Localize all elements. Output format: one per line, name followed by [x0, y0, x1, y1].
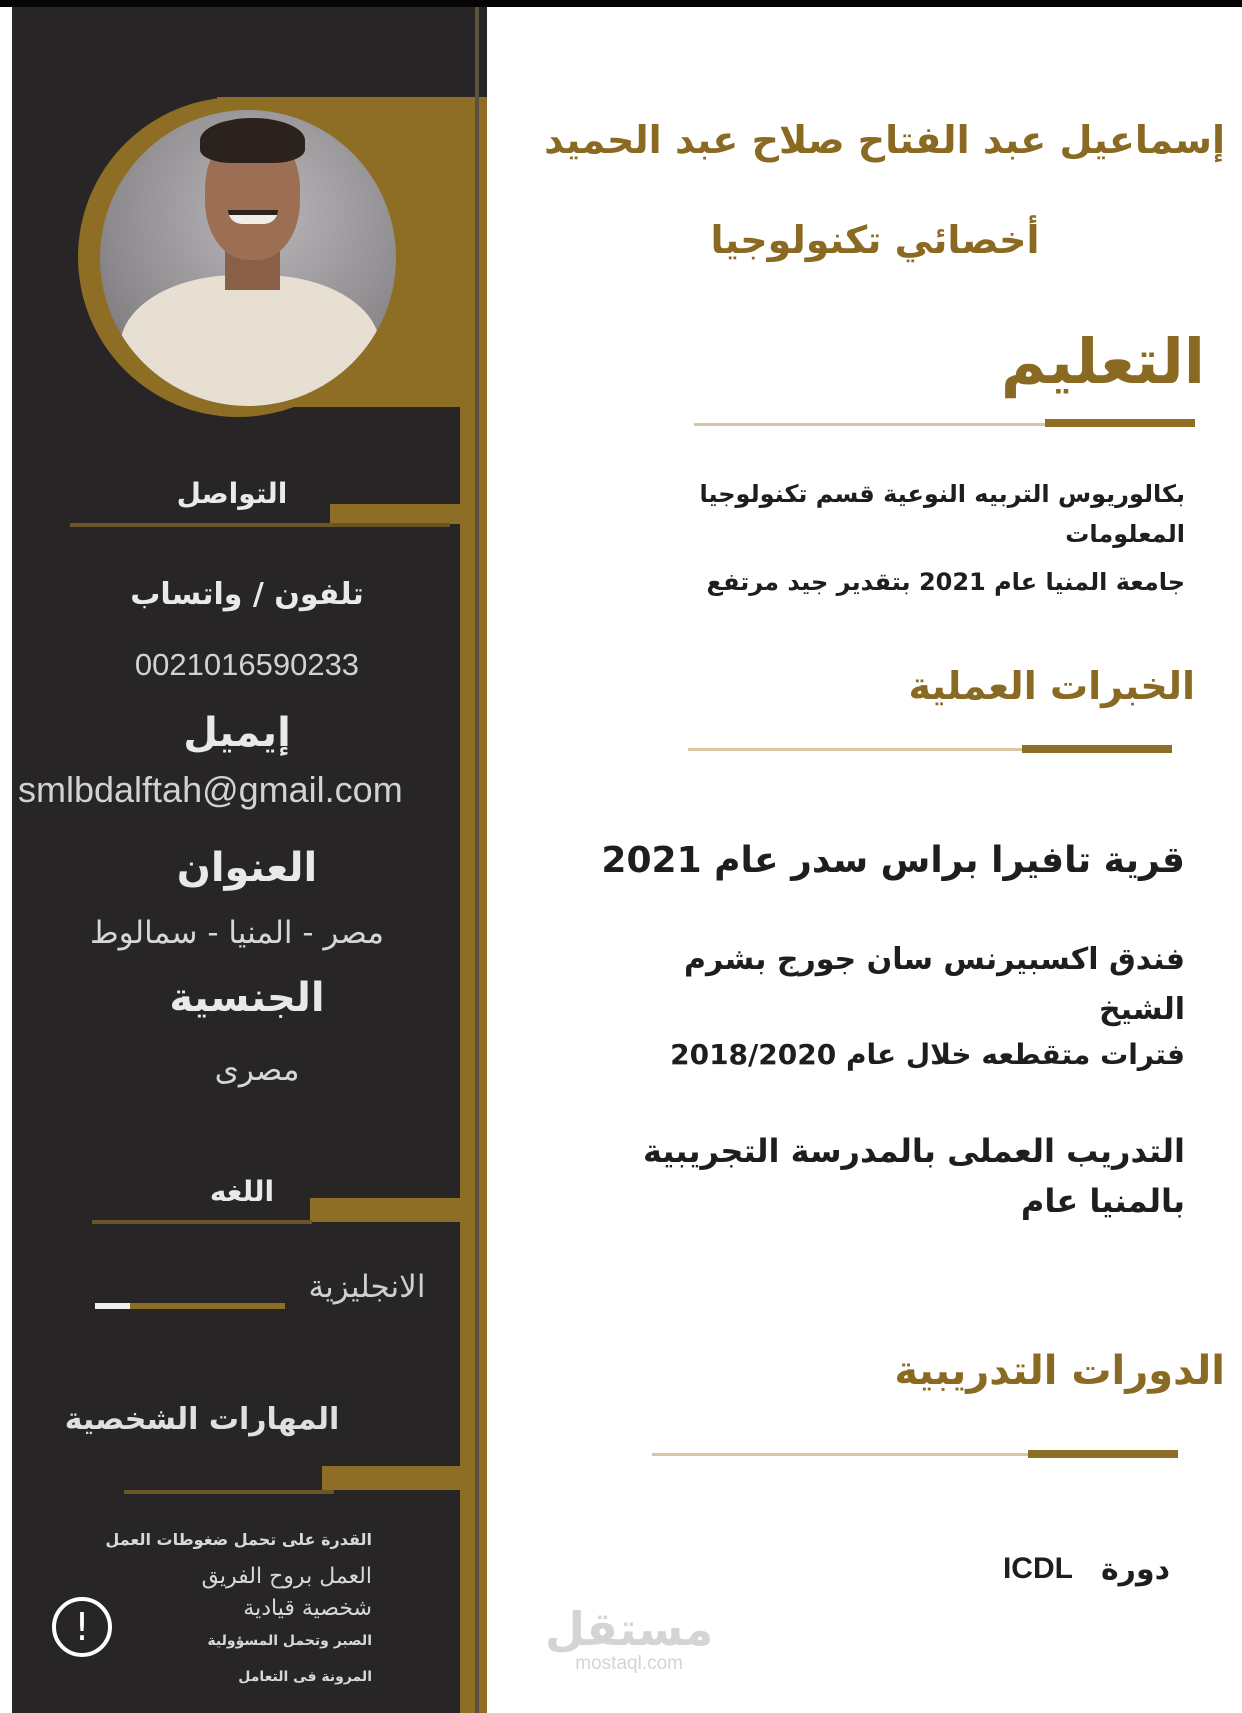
alert-icon[interactable]: !	[52, 1597, 112, 1657]
courses-bar	[1028, 1450, 1178, 1458]
phone-value: 0021016590233	[134, 647, 360, 682]
skill-item: الصبر وتحمل المسؤولية	[207, 1633, 372, 1649]
experience-item: التدريب العملى بالمدرسة التجريبية	[642, 1132, 1185, 1170]
left-margin	[0, 7, 12, 1713]
watermark-logo: مستقل	[545, 1602, 714, 1656]
skills-heading-bar	[322, 1466, 462, 1490]
education-bar	[1045, 419, 1195, 427]
nationality-value: مصرى	[214, 1052, 300, 1088]
skill-item: شخصية قيادية	[243, 1596, 372, 1621]
job-title: أخصائي تكنولوجيا	[710, 218, 1040, 262]
language-heading: اللغه	[209, 1175, 275, 1208]
experience-item: بالمنيا عام	[1020, 1182, 1185, 1220]
experience-item: فندق اكسبيرنس سان جورج بشرم	[683, 942, 1185, 977]
watermark	[545, 1602, 714, 1675]
sidebar	[12, 7, 487, 1713]
skills-heading: المهارات الشخصية	[64, 1402, 340, 1437]
skill-item: العمل بروح الفريق	[201, 1564, 372, 1589]
experience-heading: الخبرات العملية	[908, 664, 1195, 708]
address-label: العنوان	[176, 845, 318, 891]
photo-sweater	[120, 275, 380, 406]
photo-smile	[228, 210, 278, 224]
phone-label: تلفون / واتساب	[130, 577, 364, 612]
language-level-bar	[95, 1303, 285, 1309]
education-line: جامعة المنيا عام 2021 بتقدير جيد مرتفع	[706, 568, 1185, 596]
contact-heading-rule	[70, 523, 450, 527]
language-heading-bar	[310, 1198, 460, 1222]
experience-bar	[1022, 745, 1172, 753]
nationality-label: الجنسية	[169, 975, 325, 1021]
skill-item: القدرة على تحمل ضغوطات العمل	[105, 1530, 372, 1549]
education-line: المعلومات	[1065, 520, 1185, 548]
contact-heading: التواصل	[176, 477, 288, 510]
top-bar	[0, 0, 1242, 7]
language-level-fill	[95, 1303, 130, 1309]
candidate-name: إسماعيل عبد الفتاح صلاح عبد الحميد	[544, 118, 1225, 162]
education-line: بكالوريوس التربيه النوعية قسم تكنولوجيا	[699, 480, 1185, 508]
address-value: مصر - المنيا - سمالوط	[90, 915, 384, 951]
course-label: دورة	[1100, 1552, 1170, 1587]
email-value: smlbdalftah@gmail.com	[18, 769, 403, 810]
contact-heading-bar	[330, 504, 460, 524]
education-heading: التعليم	[1000, 325, 1205, 398]
profile-photo	[100, 110, 396, 406]
skill-item: المرونة فى التعامل	[238, 1669, 372, 1685]
watermark-url: mostaql.com	[575, 1653, 683, 1674]
experience-item: فترات متقطعه خلال عام 2018/2020	[670, 1038, 1185, 1071]
experience-item: الشيخ	[1099, 992, 1185, 1027]
sidebar-divider	[475, 7, 479, 1713]
language-item-name: الانجليزية	[308, 1269, 426, 1305]
course-value: ICDL	[1002, 1552, 1073, 1585]
skills-heading-rule	[124, 1490, 334, 1494]
email-label: إيميل	[183, 710, 291, 756]
experience-item: قرية تافيرا براس سدر عام 2021	[601, 840, 1185, 881]
language-heading-rule	[92, 1220, 312, 1224]
course-item	[960, 1552, 1170, 1587]
courses-heading: الدورات التدريبية	[894, 1348, 1225, 1394]
photo-hair	[200, 118, 305, 163]
